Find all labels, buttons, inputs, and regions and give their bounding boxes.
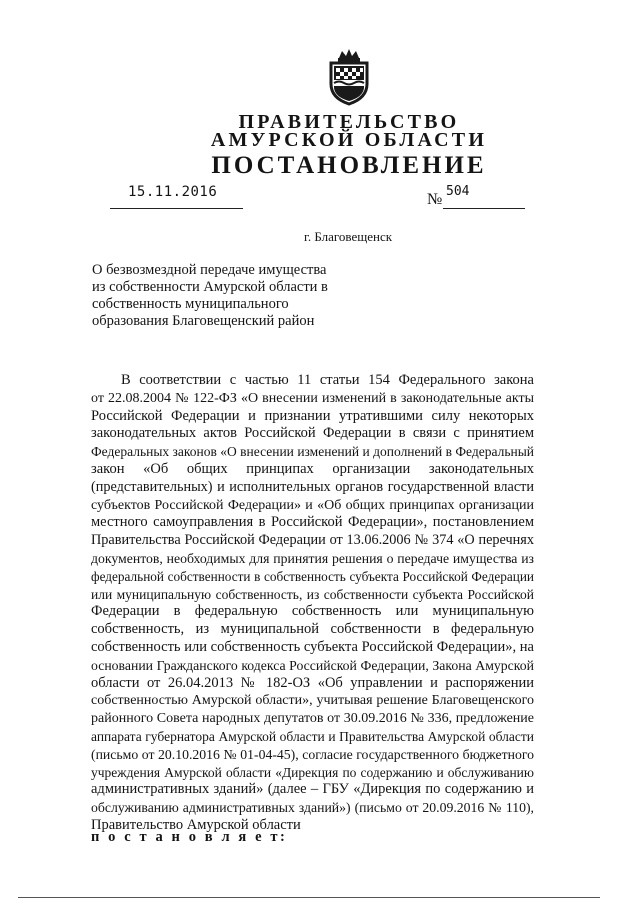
number-sign: № [427,191,443,208]
scan-bottom-edge [18,897,600,898]
decrees-label: п о с т а н о в л я е т: [91,829,288,845]
body-line: (письмо от 20.10.2016 № 01-04-45), согласие государственного бюджетного [91,746,534,762]
body-line: административных зданий» (далее – ГБУ «Дирекция по содержанию и [91,781,534,798]
body-line: документов, необходимых для принятия решения о передаче имущества из [91,550,534,566]
body-line: Федерации в федеральную собственность или муниципальную [91,603,534,620]
body-line: районного Совета народных депутатов от 30.09.2016 № 336, предложение [91,711,534,727]
body-line: Российской Федерации и признании утратившими силу некоторых [91,407,534,424]
body-line: Федеральных законов «О внесении изменений и дополнений в Федеральный [91,444,534,460]
body-line: основании Гражданского кодекса Российской Федерации, Закона Амурской [91,657,534,673]
body-line: Правительство Амурской области [91,816,301,833]
body-line: собственностью Амурской области», учитывая решение Благовещенского [91,693,534,709]
body-line: федеральной собственности в собственность субъекта Российской Федерации [91,568,534,584]
decree-body [91,372,534,835]
city-name: г. Благовещенск [303,229,393,244]
body-line: или муниципальную собственность, из собственности субъекта Российской [91,586,534,602]
number-underline [443,208,525,209]
decree-number: 504 [446,184,470,199]
subject-line: собственность муниципального [92,296,289,312]
body-line: обслуживанию административных зданий») (письмо от 20.09.2016 № 110), [91,800,534,816]
decree-date: 15.11.2016 [128,184,218,200]
body-line: закон «Об общих принципах организации законодательных [91,460,534,477]
body-line: собственность, из муниципальной собственности в федеральную [91,621,534,638]
body-line: собственность или собственность субъекта Российской Федерации», на [91,638,534,655]
government-title-line1: ПРАВИТЕЛЬСТВО [238,111,460,133]
body-line: законодательных актов Российской Федерации в связи с принятием [91,425,534,442]
coat-of-arms-icon [325,48,373,106]
body-line: учреждения Амурской области «Дирекция по содержанию и обслуживанию [91,764,534,780]
body-line: аппарата губернатора Амурской области и Правительства Амурской области [91,728,534,744]
decree-subject [92,262,382,330]
body-line: от 22.08.2004 № 122-ФЗ «О внесении изменений в законодательные акты [91,390,534,406]
body-line: (представительных) и исполнительных органов государственной власти [91,478,534,495]
date-underline [110,208,243,209]
body-line: В соответствии с частью 11 статьи 154 Федерального закона [121,372,534,388]
body-line: субъектов Российской Федерации» и «Об общих принципах организации [91,497,534,513]
body-line: Правительства Российской Федерации от 13.06.2006 № 374 «О перечнях [91,532,534,549]
government-title-line2: АМУРСКОЙ ОБЛАСТИ [210,129,488,151]
subject-line: из собственности Амурской области в [92,279,328,295]
subject-line: О безвозмездной передаче имущества [92,262,327,278]
subject-line: образования Благовещенский район [92,313,315,329]
body-line: местного самоуправления в Российской Федерации», постановлением [91,514,534,531]
document-type-title: ПОСТАНОВЛЕНИЕ [211,152,487,179]
body-line: области от 26.04.2013 № 182-ОЗ «Об управлении и распоряжении [91,674,534,691]
